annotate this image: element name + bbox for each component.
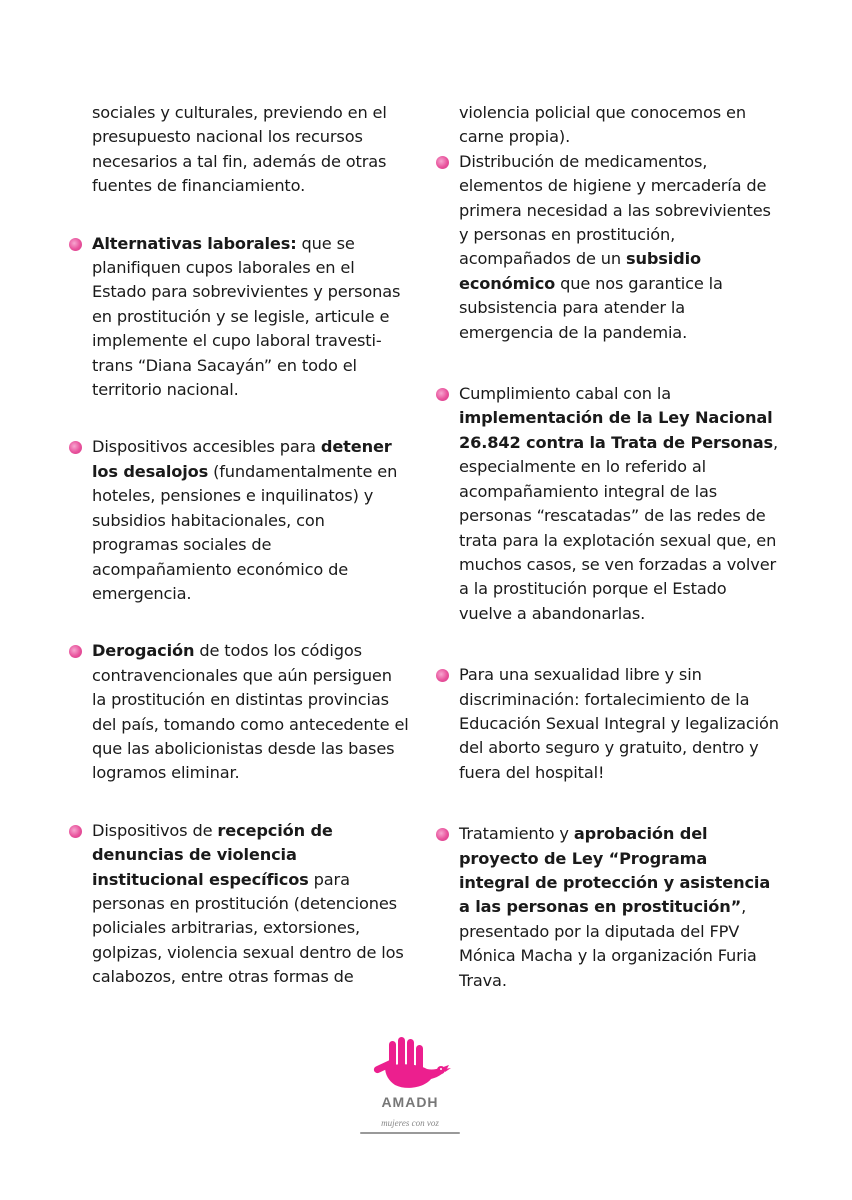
amadh-logo xyxy=(355,1037,465,1152)
item-text-pre: Dispositivos accesibles para xyxy=(92,437,321,457)
left-intro-paragraph: sociales y culturales, previendo en el presupuesto nacional los recursos necesarios a tal fin, además de otras fuentes de financiamiento. xyxy=(92,103,387,196)
pink-bullet-icon xyxy=(436,828,449,841)
item-text: Para una sexualidad libre y sin discriminación: fortalecimiento de la Educación Sexual Integral y legalización del aborto seguro y gratuito, dentro y fuera del hospital! xyxy=(459,665,779,782)
list-item-proyecto-ley xyxy=(459,822,781,993)
left-column xyxy=(92,101,410,990)
right-column xyxy=(459,101,781,993)
pink-bullet-icon xyxy=(436,669,449,682)
logo-wordmark: AMADH xyxy=(381,1094,439,1110)
item-bold-text: aprobación del proyecto de Ley “Programa integral de protección y asistencia a las personas en prostitución” xyxy=(459,824,771,917)
pink-bullet-icon xyxy=(69,825,82,838)
item-bold-text: Alternativas laborales: xyxy=(92,233,297,253)
item-text-pre: Tratamiento y xyxy=(459,824,574,844)
item-bold-text: recepción de denuncias de violencia institucional específicos xyxy=(92,820,333,889)
item-text-pre: Cumplimiento cabal con la xyxy=(459,384,672,404)
logo-tagline: mujeres con voz xyxy=(381,1118,439,1128)
list-item-medicamentos xyxy=(459,150,781,345)
pink-bullet-icon xyxy=(69,645,82,658)
hand-with-dove-icon xyxy=(355,1037,465,1097)
list-item-desalojos xyxy=(92,435,410,606)
item-text-post: (fundamentalmente en hoteles, pensiones e inquilinatos) y subsidios habitacionales, con programas sociales de acompañamiento económico de emergencia. xyxy=(92,461,398,603)
item-text-post: , especialmente en lo referido al acompañamiento integral de las personas “rescatadas” de las redes de trata para la explotación sexual que, en muchos casos, se ven forzadas a volver a la prostitución porque el Estado vuelve a abandonarlas. xyxy=(459,432,778,623)
item-bold-text: subsidio económico xyxy=(459,249,701,293)
pink-bullet-icon xyxy=(436,388,449,401)
pink-bullet-icon xyxy=(69,441,82,454)
item-text: de todos los códigos contravencionales que aún persiguen la prostitución en distintas provincias del país, tomando como antecedente el que las abolicionistas desde las bases logramos eliminar. xyxy=(92,641,409,783)
list-item-alternativas-laborales xyxy=(92,232,410,403)
item-text-post: que nos garantice la subsistencia para atender la emergencia de la pandemia. xyxy=(459,273,723,342)
right-intro-paragraph: violencia policial que conocemos en carne propia). xyxy=(459,103,746,147)
item-text-pre: Dispositivos de xyxy=(92,820,218,840)
item-bold-text: detener los desalojos xyxy=(92,437,392,481)
list-item-sexualidad xyxy=(459,663,781,785)
list-item-derogacion xyxy=(92,639,410,785)
pink-bullet-icon xyxy=(436,156,449,169)
item-text-pre: Distribución de medicamentos, elementos de higiene y mercadería de primera necesidad a las sobrevivientes y personas en prostitución, acompañados de un xyxy=(459,151,771,269)
pink-bullet-icon xyxy=(69,238,82,251)
list-item-ley-trata xyxy=(459,382,781,626)
list-item-denuncias xyxy=(92,819,410,990)
item-text-post: , presentado por la diputada del FPV Mónica Macha y la organización Furia Trava. xyxy=(459,897,757,990)
logo-underline xyxy=(360,1132,460,1134)
item-text: que se planifiquen cupos laborales en el Estado para sobrevivientes y personas en prostitución y se legisle, articule e implemente el cupo laboral travesti-trans “Diana Sacayán” en todo el territorio nacional. xyxy=(92,233,401,400)
item-text-post: para personas en prostitución (detenciones policiales arbitrarias, extorsiones, golpizas, violencia sexual dentro de los calabozos, entre otras formas de xyxy=(92,869,404,987)
item-bold-text: Derogación xyxy=(92,641,195,661)
item-bold-text: implementación de la Ley Nacional 26.842 contra la Trata de Personas xyxy=(459,408,773,452)
